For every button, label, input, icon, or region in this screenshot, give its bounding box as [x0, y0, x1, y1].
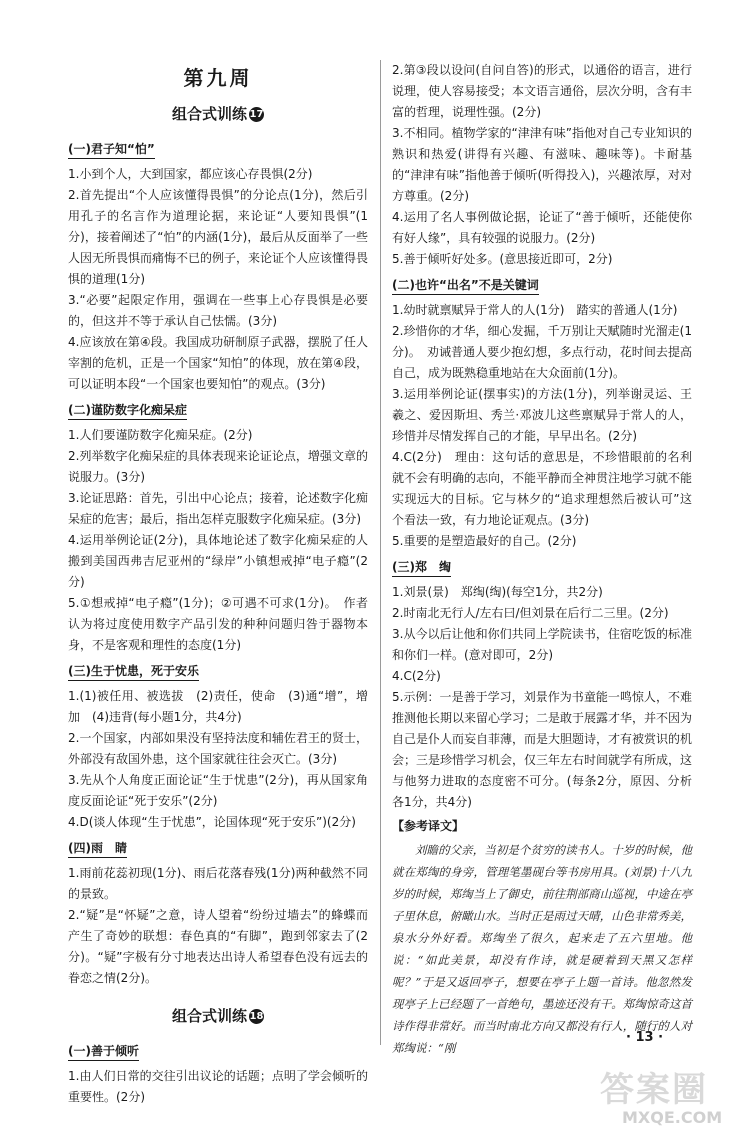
- answer-item: 5.示例：一是善于学习，刘景作为书童能一鸣惊人，不难推测他长期以来留心学习；二是敢于展露才华，并不因为自己是仆人而妄自菲薄，而是大胆题诗，才有被赏识的机会；三是珍惜学习机会，仅三年左右时间就学有所成，这与他努力进取的态度密不可分。(每条2分，原因、分析各1分，共4分): [392, 690, 693, 809]
- answer-item: 4.D(谈人体现“生于忧患”，论国体现“死于安乐”)(2分): [68, 815, 356, 829]
- answer-item: 4.运用了名人事例做论据，论证了“善于倾听，还能使你有好人缘”，具有较强的说服力。(2分): [392, 210, 692, 245]
- column-divider: [380, 60, 381, 1045]
- answer-item: 4.应该放在第④段。我国成功研制原子武器，摆脱了任人宰割的危机，正是一个国家“知怕”的体现，放在第④段，可以证明本段“一个国家也要知怕”的观点。(3分): [68, 335, 368, 391]
- section-heading: (四)雨 睛: [68, 839, 127, 858]
- answer-item: 5.重要的是塑造最好的自己。(2分): [392, 534, 577, 548]
- answer-item: 1.(1)被任用、被选拔 (2)责任，使命 (3)通“增”，增加 (4)违背(每小题1分，共4分): [68, 689, 368, 724]
- answer-item: 4.C(2分) 理由：这句话的意思是，不珍惜眼前的名利就不会有明确的志向，不能平静而全神贯注地学习就不能实现远大的目标。它与林夕的“追求理想然后被认可”这个看法一致，有力地论证观点。(3分): [392, 450, 693, 527]
- training-18-label: 组合式训练: [171, 1007, 247, 1025]
- week-title: 第九周: [183, 66, 253, 90]
- answer-item: 3.从今以后让他和你们共同上学院读书，住宿吃饭的标准和你们一样。(意对即可，2分): [392, 627, 692, 662]
- answer-item: 2.珍惜你的才华，细心发掘，千万别让天赋随时光溜走(1分)。 劝诫普通人要少抱幻想，多点行动，花时间去提高自己，成为既熟稳重地站在大众面前(1分)。: [392, 324, 692, 380]
- section-heading: (三)郑 绹: [392, 558, 451, 577]
- answer-item: 2.时南北无行人/左右曰/但刘景在后行二三里。(2分): [392, 606, 669, 620]
- answer-item: 2.第③段以设问(自问自答)的形式，以通俗的语言，进行说理，使人容易接受；本文语言通俗，层次分明，含有丰富的哲理，说理性强。(2分): [392, 63, 693, 119]
- watermark-main: 答案圈: [600, 1070, 708, 1110]
- reference-translation-text: 刘瞻的父亲，当初是个贫穷的读书人。十岁的时候，他就在郑绹的身旁，管理笔墨砚台等书房用具。(刘景)十八九岁的时候，郑绹当上了御史，前往荆部商山巡视，中途在亭子里休息，俯瞰山水。当时正是雨过天晴，山色非常秀美，泉水分外好看。郑绹坐了很久，起来走了五六里地。他说：“如此美景，却没有作诗，就是硬着到天黑又怎样呢？”于是又返回亭子，想要在亭子上题一首诗。他忽然发现亭子上已经题了一首绝句，墨迹还没有干。郑绹惊奇这首诗作得非常好。而当时南北方向又都没有行人，随行的人对郑绹说：“刚: [392, 843, 692, 1055]
- answer-item: 3.运用举例论证(摆事实)的方法(1分)，列举谢灵运、王羲之、爱因斯坦、秀兰·邓波儿这些禀赋异于常人的人，珍惜并尽情发挥自己的才能，早早出名。(2分): [392, 387, 692, 443]
- answer-item: 3.论证思路：首先，引出中心论点；接着，论述数字化痴呆症的危害；最后，指出怎样克服数字化痴呆症。(3分): [68, 491, 368, 526]
- answer-item: 2.“疑”是“怀疑”之意，诗人望着“纷纷过墙去”的蜂蝶而产生了奇妙的联想：春色真的“有脚”，跑到邻家去了(2分)。“疑”字极有分寸地表达出诗人希望春色没有远去的眷恋之情(2分)。: [68, 908, 368, 985]
- training-18-title: [68, 1005, 368, 1026]
- answer-item: 1.由人们日常的交往引出议论的话题；点明了学会倾听的重要性。(2分): [68, 1069, 368, 1104]
- training-18-number: 18: [249, 1011, 264, 1022]
- answer-item: 3.“必要”起限定作用，强调在一些事上心存畏惧是必要的，但这并不等于承认自己怯懦。(3分): [68, 293, 368, 328]
- watermark-url: MXQE.COM: [622, 1108, 723, 1127]
- answer-item: 2.首先提出“个人应该懂得畏惧”的分论点(1分)，然后引用孔子的名言作为道理论据，来论证“人要知畏惧”(1分)，接着阐述了“怕”的内涵(1分)，最后从反面举了一些人因无所畏惧而痛悔不已的例子，来论证个人应该懂得畏惧的道理(1分): [68, 188, 369, 286]
- left-column: [68, 60, 368, 1108]
- answer-item: 5.善于倾听好处多。(意思接近即可，2分): [392, 252, 613, 266]
- right-column: [392, 60, 692, 1059]
- training-17-label: 组合式训练: [171, 105, 247, 123]
- section-heading: (三)生于忧患，死于安乐: [68, 662, 199, 681]
- answer-item: 1.小到个人，大到国家，都应该心存畏惧(2分): [68, 167, 313, 181]
- section-heading: (一)善于倾听: [68, 1042, 139, 1061]
- answer-item: 3.不相同。植物学家的“津津有味”指他对自己专业知识的熟识和热爱(讲得有兴趣、有滋味、趣味等)。卡耐基的“津津有味”指他善于倾听(听得投入)，兴趣浓厚，对对方尊重。(2分): [392, 126, 692, 203]
- training-17-number: 17: [249, 109, 264, 120]
- answer-item: 4.C(2分): [392, 669, 441, 683]
- answer-item: 1.幼时就禀赋异于常人的人(1分) 踏实的普通人(1分): [392, 303, 678, 317]
- answer-item: 3.先从个人角度正面论证“生于忧患”(2分)，再从国家角度反面论证“死于安乐”(2分): [68, 773, 368, 808]
- section-heading: (二)谨防数字化痴呆症: [68, 401, 187, 420]
- reference-translation-label: 【参考译文】: [392, 819, 465, 833]
- answer-item: 2.列举数字化痴呆症的具体表现来论证论点，增强文章的说服力。(3分): [68, 449, 368, 484]
- answer-item: 2.一个国家，内部如果没有坚持法度和辅佐君王的贤士，外部没有敌国外患，这个国家就往往会灭亡。(3分): [68, 731, 368, 766]
- section-heading: (二)也许“出名”不是关键词: [392, 276, 539, 295]
- watermark-logo: [596, 1058, 746, 1128]
- training-17-title: [68, 103, 368, 124]
- answer-item: 1.刘景(景) 郑绹(绹)(每空1分，共2分): [392, 585, 603, 599]
- answer-item: 1.雨前花蕊初现(1分)、雨后花落春残(1分)两种截然不同的景致。: [68, 866, 368, 901]
- section-heading: (一)君子知“怕”: [68, 140, 155, 159]
- page-number: · 13 ·: [626, 1030, 664, 1045]
- answer-item: 1.人们要谨防数字化痴呆症。(2分): [68, 428, 253, 442]
- answer-item: 4.运用举例论证(2分)，具体地论述了数字化痴呆症的人搬到美国西弗吉尼亚州的“绿岸”小镇想戒掉“电子瘾”(2分): [68, 533, 368, 589]
- answer-item: 5.①想戒掉“电子瘾”(1分)；②可遇不可求(1分)。 作者认为将过度使用数字产品引发的种种问题归咎于器物本身，不是客观和理性的态度(1分): [68, 596, 368, 652]
